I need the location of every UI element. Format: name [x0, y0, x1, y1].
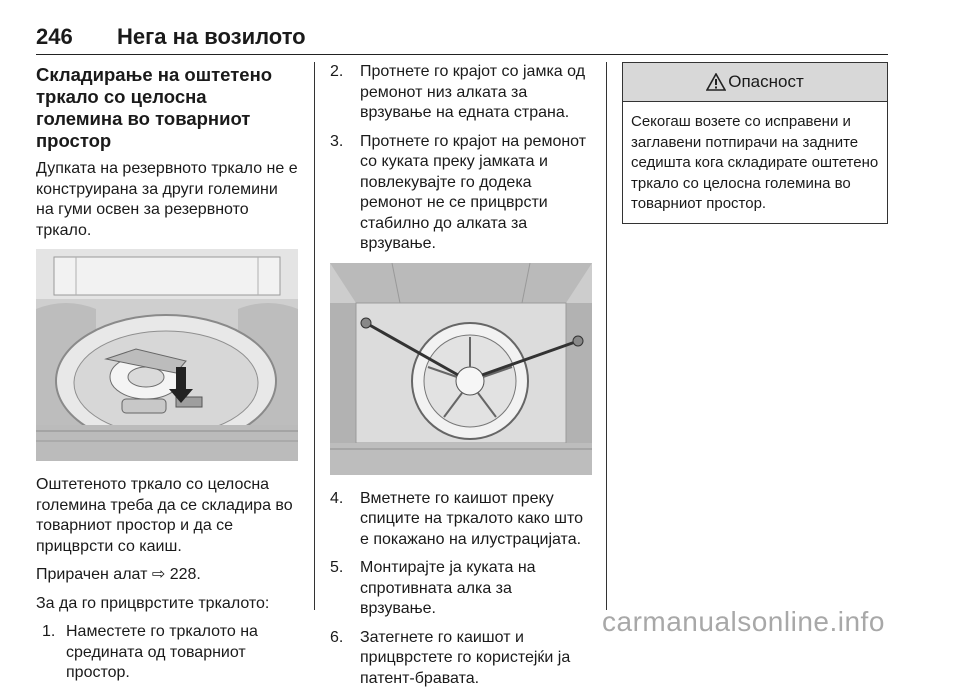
- tool-reference: [36, 565, 298, 586]
- tool-reference-text: Прирачен алат: [36, 566, 148, 583]
- page-number: 246: [36, 24, 73, 49]
- step-number: 2.: [330, 63, 344, 80]
- step-item: [42, 622, 298, 684]
- watermark: carmanualsonline.info: [602, 606, 885, 637]
- step-item: [330, 628, 592, 690]
- step-text: Затегнете го каишот и прицврстете го користејќи ја патент-бравата.: [360, 628, 571, 687]
- step-text: Протнете го крајот со јамка од ремонот низ алката за врзување на едната страна.: [360, 63, 586, 121]
- spare-wheel-well-drawing: [36, 249, 298, 461]
- step-number: 4.: [330, 489, 344, 507]
- step-text: Наместете го тркалото на средината од товарниот простор.: [66, 623, 258, 681]
- storage-paragraph: Оштетеното тркало со целосна големина треба да се складира во товарниот простор и да се прицврсти со каиш.: [36, 476, 293, 555]
- page-title: Нега на возилото: [117, 24, 306, 49]
- step-item: [330, 132, 592, 255]
- column-right: [622, 62, 888, 224]
- page-ref-arrow-icon: ⇨: [151, 566, 166, 583]
- warning-text: Секогаш возете со исправени и заглавени потпирачи на задните седишта кога складирате оштетено тркало со целосна големина во товарниот простор.: [631, 113, 879, 212]
- step-text: Вметнете го каишот преку спиците на тркалото како што е покажано на илустрацијата.: [360, 489, 584, 548]
- step-text: Монтирајте ја куката на спротивната алка за врзување.: [360, 559, 536, 617]
- section-heading: Складирање на оштетено тркало со целосна големина во товарниот простор: [36, 64, 273, 151]
- warning-title: Опасност: [728, 72, 804, 91]
- column-left: [36, 62, 298, 692]
- warning-header: [623, 63, 887, 102]
- instructions-lead: За да го прицврстите тркалото:: [36, 594, 270, 612]
- column-divider: [314, 62, 315, 610]
- warning-triangle-icon: [706, 73, 726, 91]
- tool-reference-page: 228.: [169, 566, 201, 583]
- page-header: [36, 24, 888, 55]
- step-item: [330, 62, 592, 124]
- intro-paragraph: Дупката на резервното тркало не е конструирана за други големини на гуми освен за резервното тркало.: [36, 160, 298, 239]
- strap-over-wheel-drawing: [330, 263, 592, 475]
- step-number: 1.: [42, 623, 56, 640]
- warning-box: [622, 62, 888, 224]
- strap-over-wheel-illustration: [330, 263, 592, 475]
- step-number: 3.: [330, 132, 344, 150]
- step-number: 5.: [330, 559, 344, 576]
- step-number: 6.: [330, 628, 344, 646]
- spare-wheel-well-illustration: [36, 249, 298, 461]
- column-middle: [330, 62, 592, 697]
- step-item: [330, 558, 592, 620]
- step-text: Протнете го крајот на ремонот со куката преку јамката и повлекувајте го додека ремонот не се прицврсти стабилно до алката за врзување.: [360, 132, 587, 252]
- step-item: [330, 489, 592, 551]
- column-divider: [606, 62, 607, 610]
